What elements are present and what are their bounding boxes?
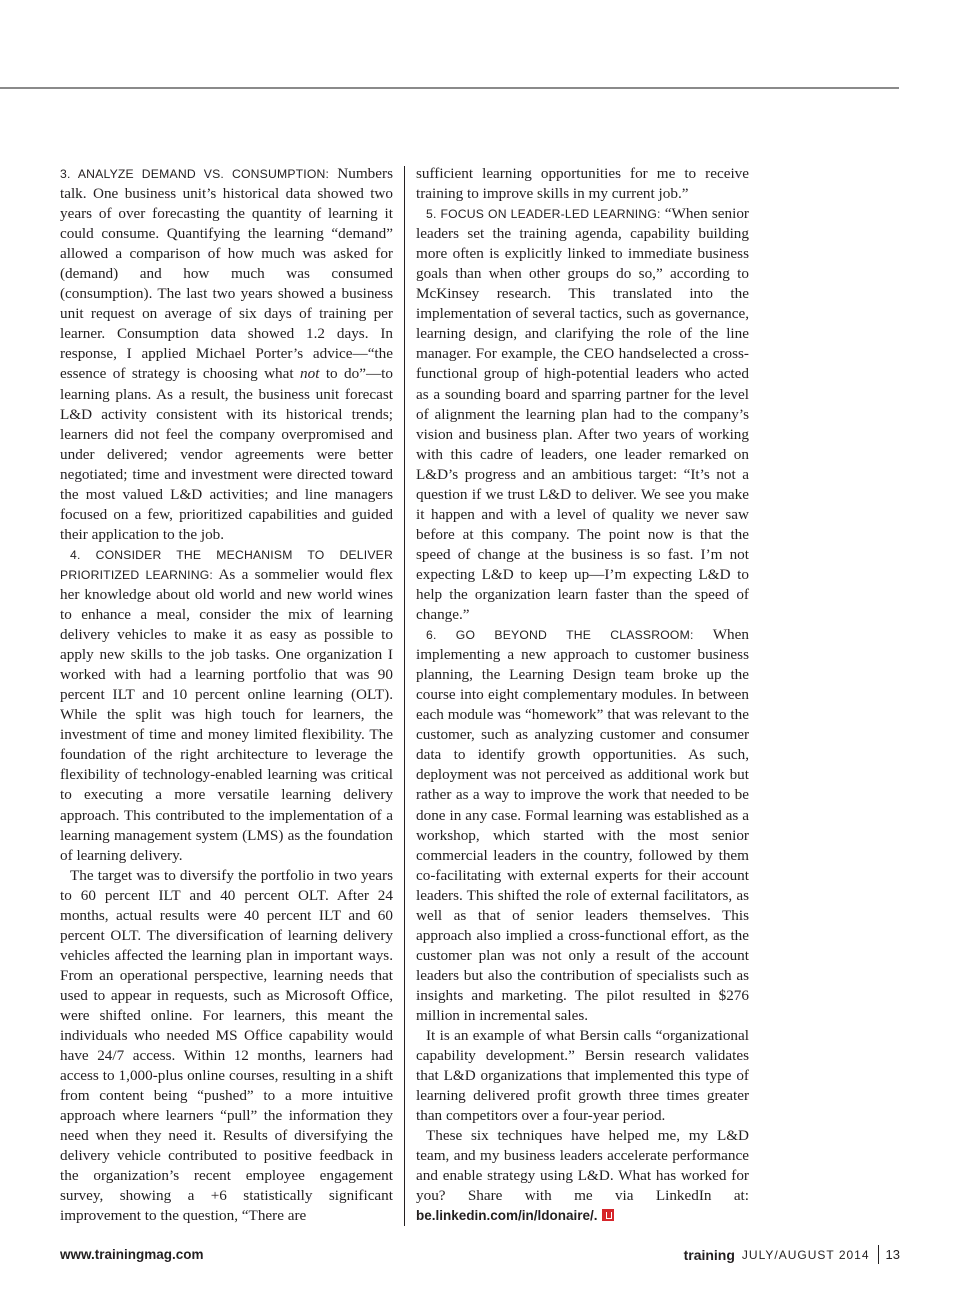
section-5-heading: 5. FOCUS ON LEADER-LED LEARNING: [426,207,661,222]
section-5-text: “When senior leaders set the training agenda, capability building more often is explicitly linked to immediate business goals than when other groups do so,” according to McKinsey research. This translated into the implementation of several tactics, such as governance, learning design, and clarifying the role of the line manager. For example, the CEO handselected a cross-functional group of high-potential leaders who acted as a sounding board and sparring partner for the level of alignment the learning plan had to the company’s vision and business plan. After two years of working with this cadre of leaders, one leader remarked on L&D’s progress and an ambitious target: “It’s not a question if we trust L&D to deliver. We see you make it happen and with a level of quality we never saw before at this company. The point now is that the speed of change at the business is so fast. I’m not expecting L&D to keep up—I’m expecting L&D to help the organization learn faster than the speed of change.” [416,205,749,624]
page-number: 13 [885,1247,900,1262]
linkedin-link[interactable]: be.linkedin.com/in/ldonaire/. [416,1208,598,1224]
bersin-paragraph: It is an example of what Bersin calls “organizational capability development.” Bersin research validates that L&D organizations that implemented this type of learning delivered profit growth three times greater than competitors over a four-year period. [416,1027,749,1125]
section-6-heading: 6. GO BEYOND THE CLASSROOM: [426,628,694,643]
closing-paragraph [416,1126,749,1226]
section-3-emphasis: not [300,365,320,383]
footer-folio [684,1245,900,1264]
top-rule [0,87,899,89]
footer-divider [878,1245,879,1264]
section-4-text: As a sommelier would flex her knowledge about old world and new world wines to enhance a meal, consider the mix of learning delivery vehicles to make it as easy as possible to apply new skills to the job tasks. One organization I worked with had a learning portfolio that was 90 percent ILT and 10 percent online learning (OLT). While the split was high touch for learners, the investment of time and money limited flexibility. The foundation of the right architecture to leverage the flexibility of technology-enabled learning was critical to executing a more versatile learning delivery approach. This contributed to the implementation of a learning management system (LMS) as the foundation of learning delivery. [60,565,393,864]
end-mark-icon [602,1209,614,1221]
section-6-text: When implementing a new approach to customer business planning, the Learning Design team broke up the course into eight complementary modules. In between each module was “homework” that was relevant to the customer, such as analyzing customer and consumer data to identify growth opportunities. As such, deployment was not perceived as additional work but rather as a way to improve the work that needed to be done in any case. Formal learning was established as a workshop, which started with the most senior commercial leaders in the country, followed by them co-facilitating with external experts for their account leaders. This shifted the role of external facilitators, as well as that of senior leaders themselves. This approach also implied a cross-functional effort, as the customer plan was not only a result of the account leaders but also the contribution of specialists such as insights and marketing. The pilot resulted in $276 million in incremental sales. [416,626,749,1024]
footer-url[interactable]: www.trainingmag.com [60,1247,204,1262]
section-4-paragraph [60,545,393,866]
closing-text: These six techniques have helped me, my L&D team, and my business leaders accelerate performance and enable strategy using L&D. What has worked for you? Share with me via LinkedIn at: [416,1127,749,1205]
section-3-text-b: to do”—to learning plans. As a result, the business unit forecast L&D activity consistent with its historical trends; learners did not feel the company overpromised and under delivered; vendor agreements were better negotiated; time and investment were directed toward the most valued L&D activities; and line managers focused on a few, prioritized capabilities and guided their application to the job. [60,365,393,543]
section-3-text-a: Numbers talk. One business unit’s historical data showed two years of over forecasting the quantity of learning it could consume. Quantifying the learning “demand” allowed a comparison of how much was asked for (demand) and how much was consumed (consumption). The last two years showed a business unit request on average of six days of training per learner. Consumption data showed 1.2 days. In response, I applied Michael Porter’s advice—“the essence of strategy is choosing what [60,165,393,383]
continuation-paragraph: sufficient learning opportunities for me to receive training to improve skills in my current job.” [416,165,749,203]
column-divider [404,166,405,1226]
section-3-heading: 3. ANALYZE DEMAND VS. CONSUMPTION: [60,167,330,181]
issue-date: JULY/AUGUST 2014 [741,1247,870,1262]
magazine-name: training [683,1246,735,1263]
right-column [416,164,749,1226]
section-6-paragraph [416,625,749,1026]
section-3-paragraph [60,164,393,545]
target-paragraph: The target was to diversify the portfolio in two years to 60 percent ILT and 40 percent OLT. After 24 months, actual results were 40 percent ILT and 60 percent OLT. The diversification of learning delivery vehicles affected the learning plan in important ways. From an operational perspective, learning needs that used to appear in requests, such as Microsoft Office, were shifted online. For learners, this meant the individuals who needed MS Office capability would have 24/7 access. Within 12 months, learners had access to 1,000-plus online courses, resulting in a shift from content being “pushed” to a more intuitive approach where learners “pull” the information they need when they need it. Results of diversifying the delivery vehicle contributed to positive feedback in the organization’s recent employee engagement survey, showing a +6 statistically significant improvement to the question, “There are [60,866,393,1225]
section-4-heading: 4. CONSIDER THE MECHANISM TO DELIVER PRIORITIZED LEARNING: [60,547,393,582]
left-column [60,164,393,1226]
section-5-paragraph [416,204,749,625]
